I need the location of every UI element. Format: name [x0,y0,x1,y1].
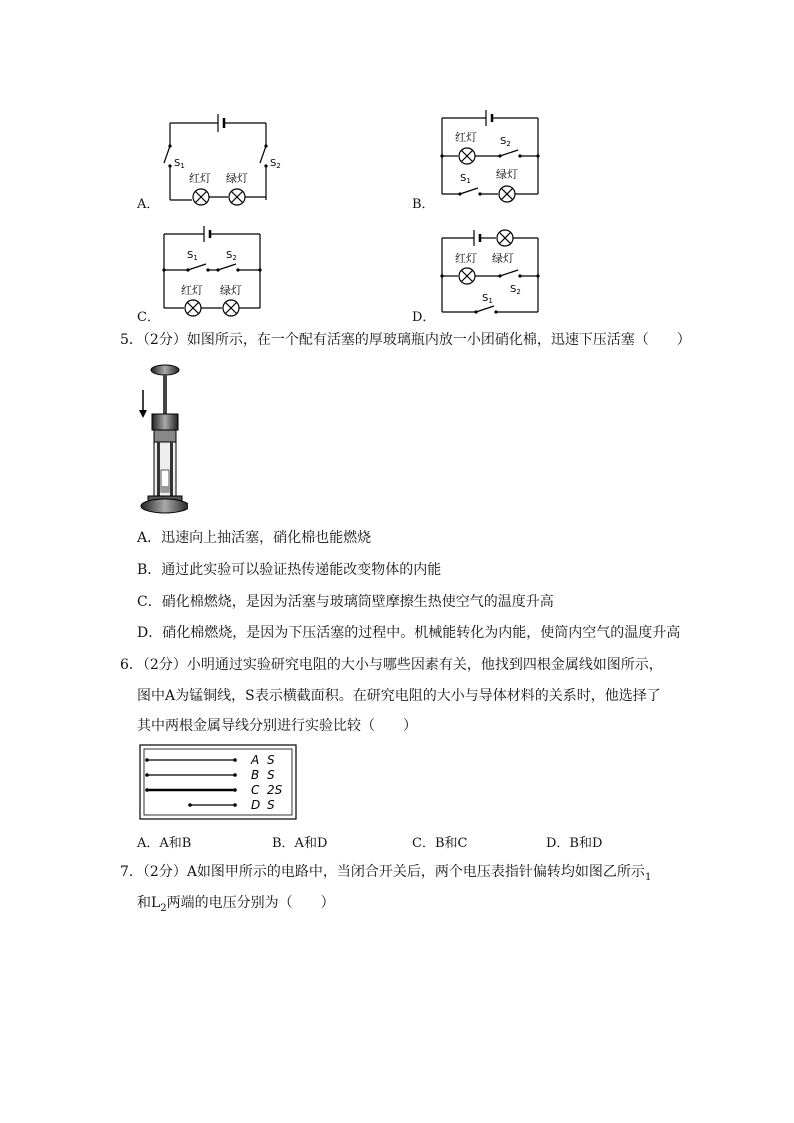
circuit-diagram-c [158,224,268,324]
q5-stem: 5．（2分）如图所示，在一个配有活塞的厚玻璃瓶内放一小团硝化棉，迅速下压活塞（ ） [120,332,691,348]
switch-label-s1: $S_1$ [174,158,185,170]
wire-end-dot [233,773,237,777]
q5-option-d: D．硝化棉燃烧，是因为下压活塞的过程中。机械能转化为内能，使筒内空气的温度升高 [137,625,681,641]
wire-end-dot [188,803,192,807]
q6-stem-line-3: 其中两根金属导线分别进行实验比较（ ） [137,718,417,734]
red-lamp-label: 红灯 [455,252,477,265]
switch-label-s2: $S_2$ [500,136,511,148]
q5-option-a: A．迅速向上抽活塞，硝化棉也能燃烧 [137,530,372,546]
option-c-label: C． [137,310,160,325]
green-lamp-label: 绿灯 [226,172,248,185]
switch-label-s1: $S_1$ [482,293,493,305]
wire-area-a: S [267,753,275,767]
wire-end-dot [145,788,149,792]
q7-stem-text: 7．（2分）A如图甲所示的电路中，当闭合开关后，两个电压表指针偏转均如图乙所示 [120,864,645,880]
q7-subscript-1: 1 [644,871,652,883]
wire-end-dot [233,758,237,762]
wire-label-a: A [251,753,260,767]
green-lamp-label: 绿灯 [220,284,242,297]
green-lamp-label: 绿灯 [492,252,514,265]
piston-cylinder-illustration [138,360,188,518]
green-lamp-label: 绿灯 [496,168,518,181]
wire-end-dot [145,773,149,777]
q5-option-b: B．通过此实验可以验证热传递能改变物体的内能 [137,562,442,578]
q6-option-d: D．B和D [546,836,603,851]
option-b-label: B． [412,197,435,212]
wire-end-dot [145,758,149,762]
wire-area-c: 2S [267,783,283,797]
q7-stem-line-2 [137,893,335,919]
q6-stem-line-2: 图中A为锰铜线，S表示横截面积。在研究电阻的大小与导体材料的关系时，他选择了 [137,688,661,704]
option-a-label: A． [137,197,160,212]
switch-label-s2: $S_2$ [226,250,237,262]
wire-area-d: S [267,798,275,812]
q7-stem-text-2: 两端的电压分别为（ ） [166,895,335,911]
q7-stem-line-1 [120,862,651,888]
red-lamp-label: 红灯 [189,172,211,185]
circuit-diagram-b [436,108,546,208]
circuit-diagram-a [160,108,290,208]
switch-label-s1: $S_1$ [460,173,471,185]
switch-label-s2: $S_2$ [510,284,521,296]
q7-subscript-2: 2 [160,902,167,914]
q6-stem-line-1: 6．（2分）小明通过实验研究电阻的大小与哪些因素有关，他找到四根金属线如图所示， [120,657,663,673]
q6-option-c: C．B和C [412,836,468,851]
circuit-diagram-d [436,226,546,326]
switch-label-s2: $S_2$ [270,158,281,170]
wire-end-dot [233,788,237,792]
red-lamp-label: 红灯 [455,131,477,144]
option-d-label: D． [412,310,436,325]
switch-label-s1: $S_1$ [187,250,198,262]
wire-label-d: D [251,798,261,812]
wire-area-b: S [267,768,275,782]
q6-option-b: B．A和D [272,836,328,851]
metal-wires-figure [139,744,297,820]
q7-l-label: 和L [137,895,161,911]
q6-option-a: A．A和B [137,836,192,851]
red-lamp-label: 红灯 [181,284,203,297]
wire-label-c: C [251,783,260,797]
wire-end-dot [233,803,237,807]
q5-option-c: C．硝化棉燃烧，是因为活塞与玻璃筒壁摩擦生热使空气的温度升高 [137,594,554,610]
wire-label-b: B [251,768,260,782]
